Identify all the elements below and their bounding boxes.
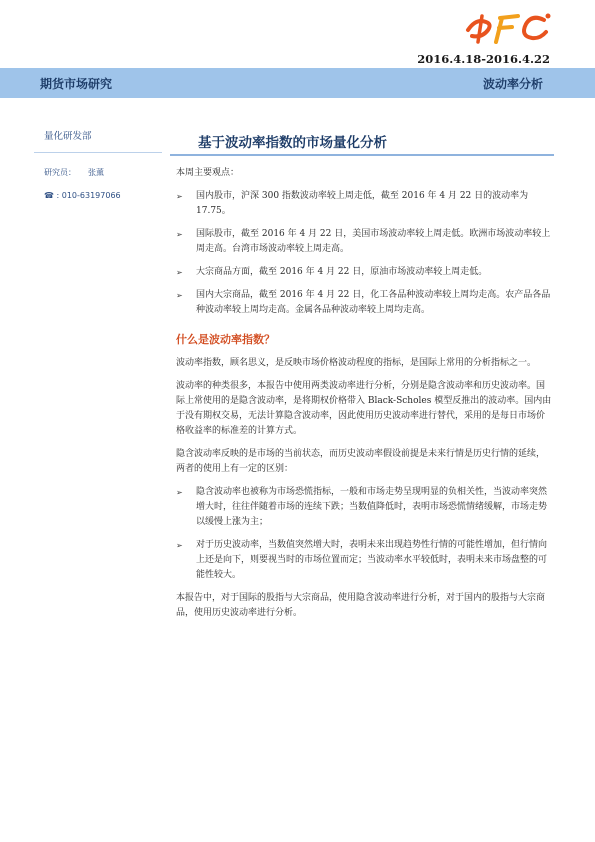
key-point-text: 国际股市，截至 2016 年 4 月 22 日，美国市场波动率较上周走低。欧洲市场波动率较上周走高。台湾市场波动率较上周走高。	[196, 229, 551, 254]
bullet-arrow-icon: ➢	[176, 541, 183, 550]
document-title: 基于波动率指数的市场量化分析	[198, 135, 387, 151]
title-divider	[170, 154, 554, 156]
key-point-text: 国内股市，沪深 300 指数波动率较上周走低，截至 2016 年 4 月 22 日的波动率为 17.75。	[196, 191, 529, 216]
logo-letter-f	[496, 16, 518, 42]
date-range: 2016.4.18-2016.4.22	[417, 52, 550, 66]
paragraph: 隐含波动率反映的是市场的当前状态，而历史波动率假设前提是未来行情是历史行情的延续，两者的使用上有一定的区别：	[176, 449, 546, 474]
key-point-text: 大宗商品方面，截至 2016 年 4 月 22 日，原油市场波动率较上周走低。	[196, 267, 488, 277]
key-point-text: 国内大宗商品，截至 2016 年 4 月 22 日，化工各品种波动率较上周均走高。农产品各品种波动率较上周均走高。金属各品种波动率较上周均走高。	[196, 290, 551, 315]
paragraph: 波动率的种类很多，本报告中使用两类波动率进行分析，分别是隐含波动率和历史波动率。国际上常使用的是隐含波动率，是将期权价格带入 Black-Scholes 模型反推出的波动率。国内由于没有期权交易，无法计算隐含波动率，因此使用历史波动率进行替代，采用的是每日市场价格收益率的标准差的计算方式。	[176, 381, 552, 436]
header-right-label: 波动率分析	[482, 76, 543, 91]
bullet-arrow-icon: ➢	[176, 291, 183, 300]
bullet-arrow-icon: ➢	[176, 230, 183, 239]
company-logo	[462, 8, 552, 48]
bullet-arrow-icon: ➢	[176, 192, 183, 201]
logo-dot	[546, 14, 551, 19]
main-content	[176, 166, 552, 629]
section-heading: 什么是波动率指数？	[176, 333, 275, 346]
phone-number: ☎ : 010-63197066	[44, 191, 121, 200]
detail-point-text: 对于历史波动率，当数值突然增大时，表明未来出现趋势性行情的可能性增加，但行情向上还是向下，则要视当时的市场位置而定；当波动率水平较低时，表明未来市场盘整的可能性较大。	[196, 540, 548, 580]
key-points-list	[176, 189, 552, 318]
list-item	[176, 485, 552, 530]
detail-point-text: 隐含波动率也被称为市场恐慌指标，一般和市场走势呈现明显的负相关性，当波动率突然增大时，往往伴随着市场的连续下跌；当数值降低时，表明市场恐慌情绪缓解，市场走势以缓慢上涨为主；	[196, 487, 548, 527]
analyst-name: 张薰	[88, 168, 104, 177]
analyst-line	[34, 153, 162, 178]
list-item	[176, 288, 552, 318]
sidebar	[34, 128, 162, 200]
header-left-label: 期货市场研究	[40, 76, 113, 91]
bullet-arrow-icon: ➢	[176, 268, 183, 277]
detail-points-list	[176, 485, 552, 583]
list-item	[176, 227, 552, 257]
header-band	[0, 68, 595, 98]
analyst-label: 研究员：	[44, 168, 76, 177]
department-label: 量化研发部	[34, 128, 162, 153]
intro-text: 本周主要观点：	[176, 168, 240, 178]
list-item	[176, 265, 552, 280]
paragraph: 波动率指数，顾名思义，是反映市场价格波动程度的指标，是国际上常用的分析指标之一。	[176, 358, 537, 368]
bullet-arrow-icon: ➢	[176, 488, 183, 497]
list-item	[176, 189, 552, 219]
list-item	[176, 538, 552, 583]
conclusion-paragraph: 本报告中，对于国际的股指与大宗商品，使用隐含波动率进行分析，对于国内的股指与大宗商品，使用历史波动率进行分析。	[176, 593, 546, 618]
logo-letter-c	[524, 18, 546, 38]
